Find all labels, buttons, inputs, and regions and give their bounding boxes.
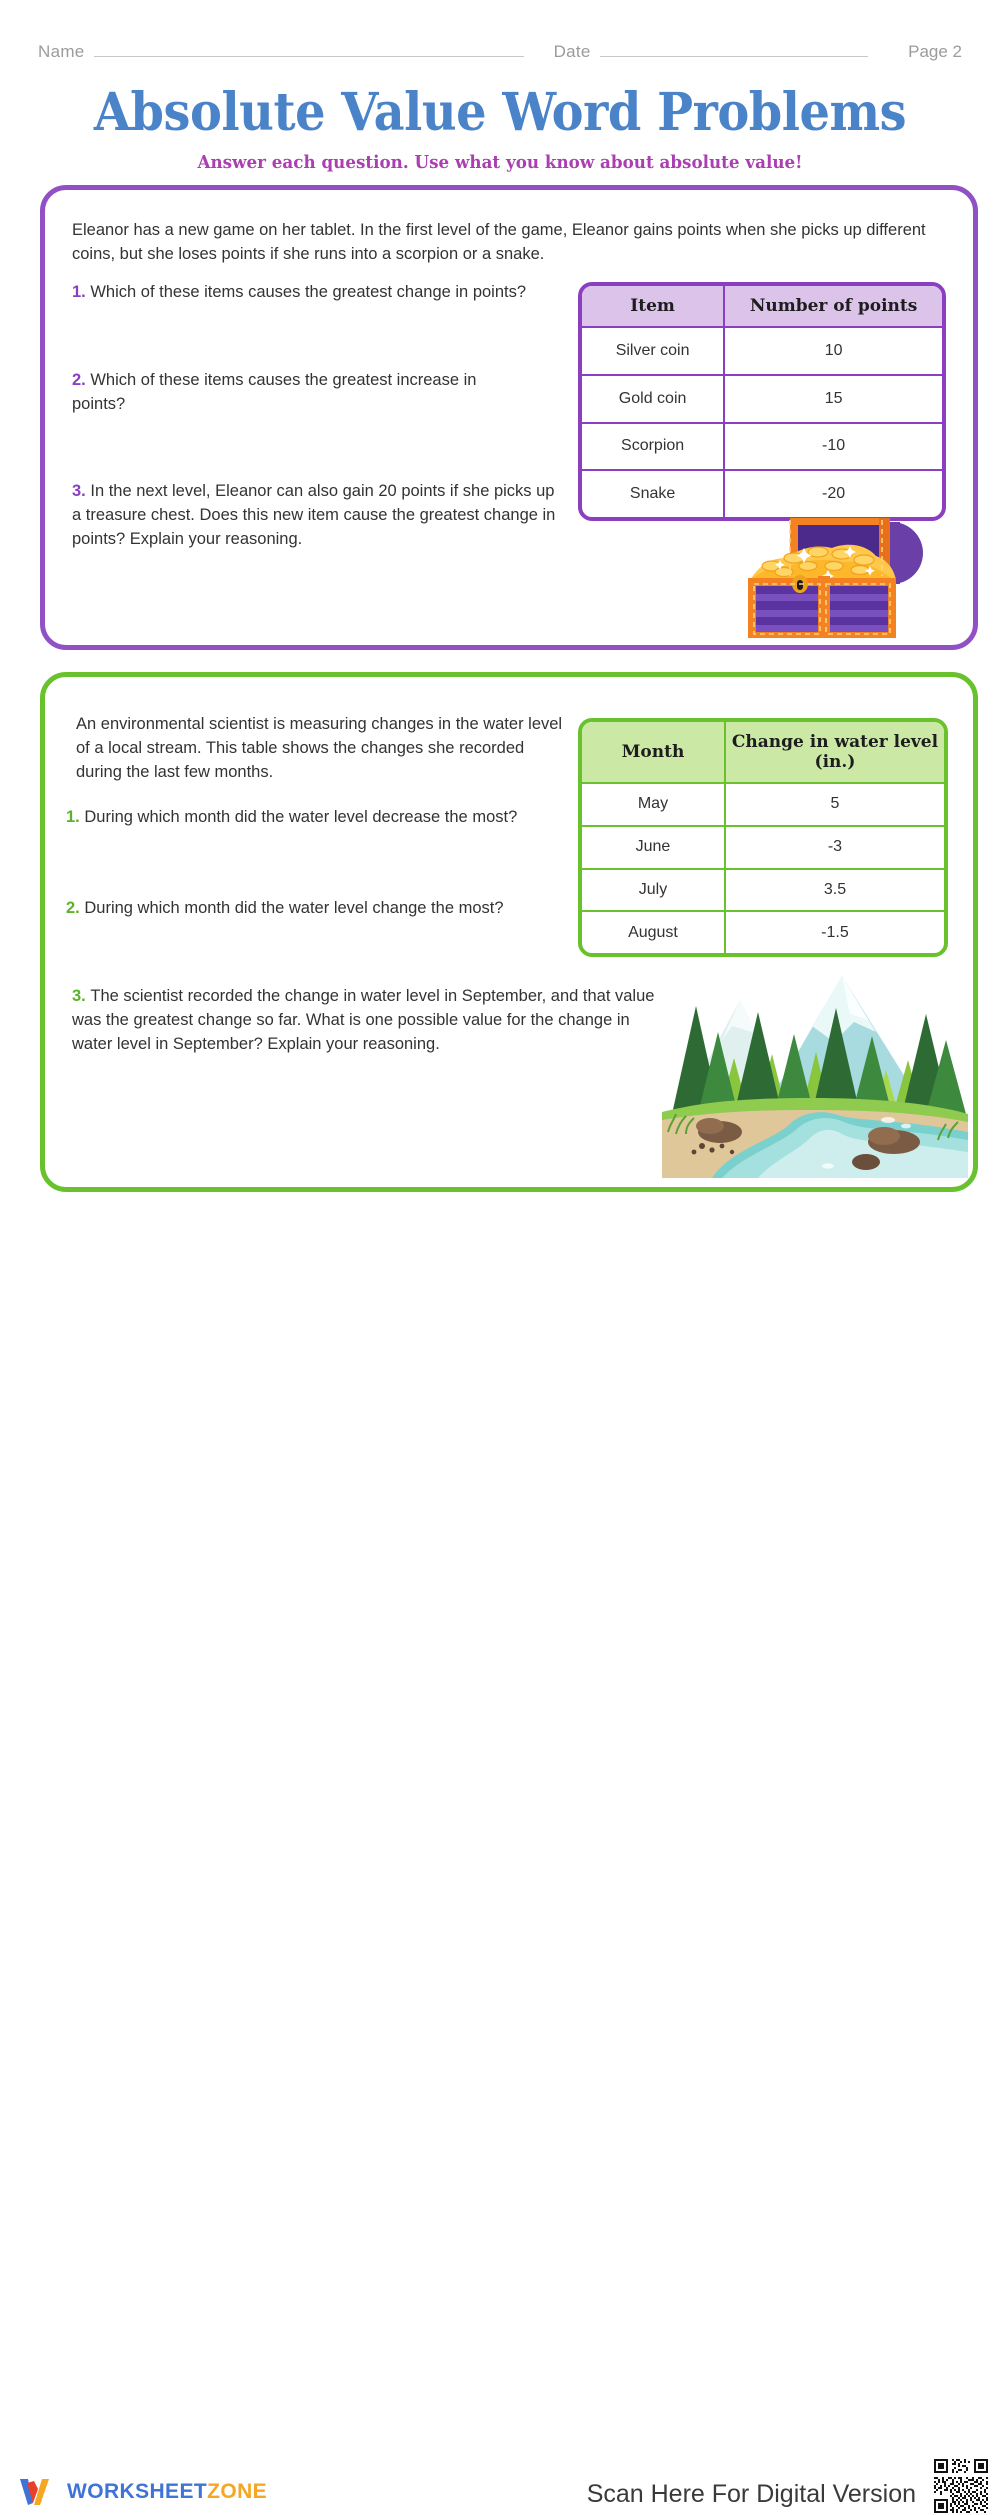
cell-month: May [582, 782, 726, 825]
worksheet-zone-logo[interactable] [18, 2477, 267, 2507]
points-table [578, 282, 946, 521]
column-header-points: Number of points [725, 286, 942, 326]
page-footer [0, 1225, 1000, 2508]
question-text: During which month did the water level change the most? [84, 899, 504, 917]
treasure-chest-illustration [742, 508, 970, 640]
page-header [38, 36, 962, 62]
cell-item: Scorpion [582, 422, 725, 470]
cell-month: June [582, 825, 726, 868]
table-row [582, 782, 944, 825]
section2-question-1 [66, 805, 586, 829]
cell-change: -3 [726, 825, 944, 868]
question-text: In the next level, Eleanor can also gain 20 points if she picks up a treasure chest. Does this new item cause the greatest change in points? Explain your reasoning. [72, 482, 556, 548]
section2-question-3 [72, 984, 656, 1056]
question-number: 3. [72, 482, 91, 500]
cell-points: -20 [725, 469, 942, 517]
table-row [582, 868, 944, 911]
cell-points: 10 [725, 326, 942, 374]
mountain-forest-stream-illustration [662, 962, 968, 1178]
question-text: The scientist recorded the change in water level in September, and that value was the greatest change so far. What is one possible value for the change in water level in September? Explain your reasoning. [72, 987, 655, 1053]
table-row [582, 825, 944, 868]
table-header-row [582, 286, 942, 326]
cell-item: Gold coin [582, 374, 725, 422]
page-title: Absolute Value Word Problems [93, 82, 907, 143]
table-row [582, 422, 942, 470]
name-label: Name [38, 42, 85, 61]
cell-month: August [582, 910, 726, 953]
question-number: 1. [66, 808, 85, 826]
question-text: During which month did the water level decrease the most? [84, 808, 518, 826]
question-number: 2. [72, 371, 91, 389]
cell-change: 3.5 [726, 868, 944, 911]
date-field-line[interactable] [600, 56, 868, 57]
section1-question-3 [72, 479, 560, 551]
qr-code-icon[interactable] [930, 2457, 992, 2515]
cell-points: -10 [725, 422, 942, 470]
question-number: 3. [72, 987, 91, 1005]
logo-word-secondary: ZONE [207, 2480, 268, 2503]
section1-question-2 [72, 368, 512, 416]
section1-question-1 [72, 280, 572, 304]
cell-item: Snake [582, 469, 725, 517]
table-header-row [582, 722, 944, 782]
logo-word-primary: WORKSHEET [67, 2480, 208, 2503]
cell-item: Silver coin [582, 326, 725, 374]
table-row [582, 326, 942, 374]
scan-instruction-text: Scan Here For Digital Version [586, 2480, 916, 2508]
section1-intro: Eleanor has a new game on her tablet. In the first level of the game, Eleanor gains points when she picks up different coins, but she loses points if she runs into a scorpion or a snake. [72, 221, 926, 263]
date-label: Date [553, 42, 591, 61]
question-number: 1. [72, 283, 91, 301]
section2-question-2 [66, 896, 586, 920]
table-row [582, 910, 944, 953]
table-row [582, 374, 942, 422]
cell-change: 5 [726, 782, 944, 825]
cell-points: 15 [725, 374, 942, 422]
logo-text-worksheet [67, 2480, 267, 2504]
column-header-month: Month [582, 722, 726, 782]
water-level-table [578, 718, 948, 957]
logo-w-icon [18, 2477, 58, 2507]
page-number: Page 2 [908, 42, 962, 61]
section2-intro: An environmental scientist is measuring changes in the water level of a local stream. This table shows the changes she recorded during the last few months. [76, 715, 563, 781]
column-header-change: Change in water level (in.) [726, 722, 944, 782]
column-header-item: Item [582, 286, 725, 326]
cell-change: -1.5 [726, 910, 944, 953]
question-number: 2. [66, 899, 85, 917]
cell-month: July [582, 868, 726, 911]
question-text: Which of these items causes the greatest change in points? [90, 283, 527, 301]
name-field-line[interactable] [94, 56, 524, 57]
page-subtitle: Answer each question. Use what you know about absolute value! [197, 152, 803, 173]
question-text: Which of these items causes the greatest increase in points? [72, 371, 477, 413]
